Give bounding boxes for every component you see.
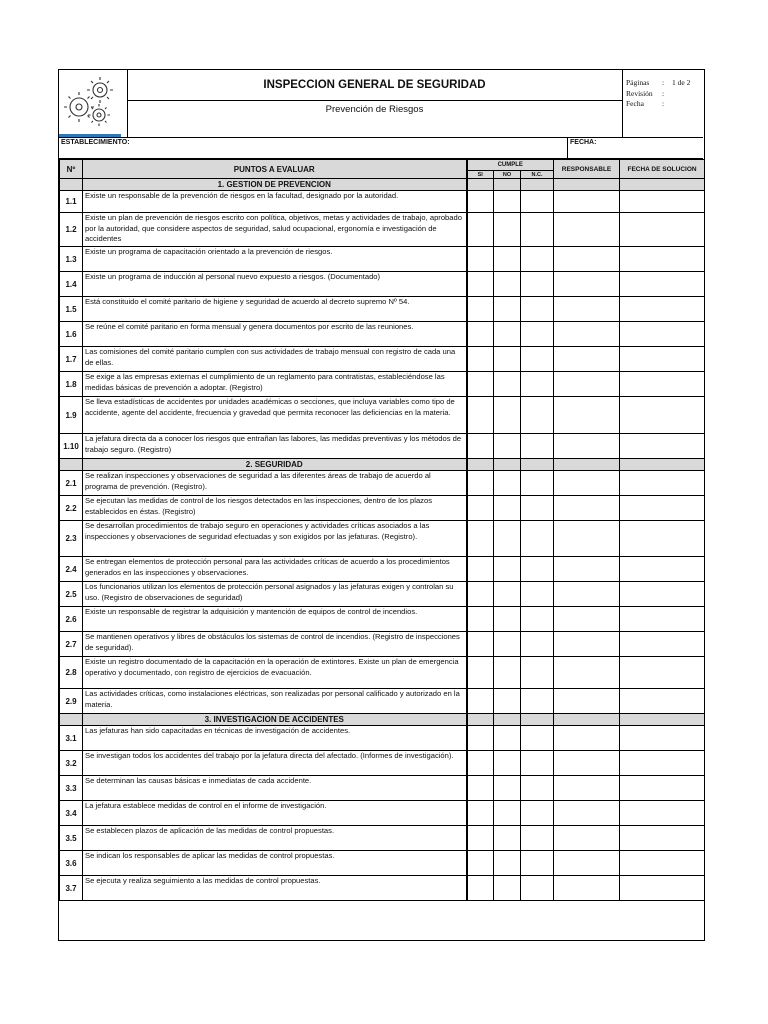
item-text: Se lleva estadísticas de accidentes por unidades académicas o secciones, que incluya variables como tipo de accidente, agente del accidente, frecuencia y gravedad que permita reconocer las deficiencias en la materia. bbox=[83, 397, 467, 434]
item-number: 2.3 bbox=[60, 521, 83, 557]
table-row bbox=[60, 726, 705, 751]
no-cell[interactable] bbox=[494, 191, 521, 213]
table-row bbox=[60, 851, 705, 876]
section-spacer bbox=[60, 714, 83, 726]
logo bbox=[59, 70, 128, 137]
no-cell[interactable] bbox=[494, 557, 521, 582]
fecha-solucion-cell[interactable] bbox=[620, 322, 705, 347]
responsable-cell[interactable] bbox=[554, 322, 620, 347]
meta-value: 1 de 2 bbox=[672, 78, 691, 87]
fecha-solucion-cell[interactable] bbox=[620, 607, 705, 632]
responsable-cell[interactable] bbox=[554, 213, 620, 247]
table-row bbox=[60, 876, 705, 901]
col-fecha-solucion: FECHA DE SOLUCION bbox=[620, 160, 705, 179]
section-title: 1. GESTION DE PREVENCION bbox=[83, 179, 467, 191]
col-puntos: PUNTOS A EVALUAR bbox=[83, 160, 467, 179]
inspection-form bbox=[58, 69, 705, 941]
form-header bbox=[59, 70, 703, 138]
nc-cell[interactable] bbox=[521, 826, 554, 851]
si-cell[interactable] bbox=[467, 876, 494, 901]
fecha-solucion-cell[interactable] bbox=[620, 776, 705, 801]
si-cell[interactable] bbox=[467, 726, 494, 751]
item-number: 2.6 bbox=[60, 607, 83, 632]
item-number: 2.2 bbox=[60, 496, 83, 521]
responsable-cell[interactable] bbox=[554, 372, 620, 397]
responsable-cell[interactable] bbox=[554, 776, 620, 801]
fecha-solucion-cell[interactable] bbox=[620, 397, 705, 434]
si-cell[interactable] bbox=[467, 397, 494, 434]
responsable-cell[interactable] bbox=[554, 689, 620, 714]
no-cell[interactable] bbox=[494, 213, 521, 247]
responsable-cell[interactable] bbox=[554, 876, 620, 901]
responsable-cell[interactable] bbox=[554, 751, 620, 776]
no-cell[interactable] bbox=[494, 434, 521, 459]
section-title: 2. SEGURIDAD bbox=[83, 459, 467, 471]
responsable-cell[interactable] bbox=[554, 851, 620, 876]
si-cell[interactable] bbox=[467, 751, 494, 776]
nc-cell[interactable] bbox=[521, 191, 554, 213]
item-text: Se exige a las empresas externas el cumplimiento de un reglamento para contratistas, estableciéndose las medidas básicas de prevención a adoptar. (Registro) bbox=[83, 372, 467, 397]
si-cell[interactable] bbox=[467, 471, 494, 496]
table-row bbox=[60, 322, 705, 347]
item-text: La jefatura directa da a conocer los riesgos que entrañan las labores, las medidas preventivas y los métodos de trabajo seguro. (Registro) bbox=[83, 434, 467, 459]
si-cell[interactable] bbox=[467, 657, 494, 689]
no-cell[interactable] bbox=[494, 657, 521, 689]
no-cell[interactable] bbox=[494, 322, 521, 347]
item-text: Se establecen plazos de aplicación de las medidas de control propuestas. bbox=[83, 826, 467, 851]
meta-sep: : bbox=[662, 99, 665, 108]
si-cell[interactable] bbox=[467, 213, 494, 247]
item-number: 1.4 bbox=[60, 272, 83, 297]
table-row bbox=[60, 557, 705, 582]
establishment-label: ESTABLECIMIENTO: bbox=[61, 139, 130, 146]
si-cell[interactable] bbox=[467, 496, 494, 521]
nc-cell[interactable] bbox=[521, 751, 554, 776]
responsable-cell[interactable] bbox=[554, 471, 620, 496]
item-number: 3.2 bbox=[60, 751, 83, 776]
no-cell[interactable] bbox=[494, 851, 521, 876]
item-text: Se ejecutan las medidas de control de los riesgos detectados en las inspecciones, dentro de los plazos establecidos en éstas. (Registro) bbox=[83, 496, 467, 521]
nc-cell[interactable] bbox=[521, 876, 554, 901]
responsable-cell[interactable] bbox=[554, 607, 620, 632]
table-row bbox=[60, 582, 705, 607]
responsable-cell[interactable] bbox=[554, 347, 620, 372]
nc-cell[interactable] bbox=[521, 372, 554, 397]
responsable-cell[interactable] bbox=[554, 191, 620, 213]
nc-cell[interactable] bbox=[521, 557, 554, 582]
no-cell[interactable] bbox=[494, 689, 521, 714]
item-number: 3.5 bbox=[60, 826, 83, 851]
nc-cell[interactable] bbox=[521, 657, 554, 689]
item-text: Se reúne el comité paritario en forma mensual y genera documentos por escrito de las reuniones. bbox=[83, 322, 467, 347]
table-row bbox=[60, 471, 705, 496]
table-row bbox=[60, 496, 705, 521]
responsable-cell[interactable] bbox=[554, 826, 620, 851]
nc-cell[interactable] bbox=[521, 776, 554, 801]
section-blank-cell bbox=[620, 714, 705, 726]
item-text: Existe un registro documentado de la capacitación en la operación de extintores. Existe un plan de emergencia operativo y documentado, con registro de ejercicios de evacuación. bbox=[83, 657, 467, 689]
section-blank-cell bbox=[467, 714, 494, 726]
si-cell[interactable] bbox=[467, 776, 494, 801]
no-cell[interactable] bbox=[494, 247, 521, 272]
no-cell[interactable] bbox=[494, 297, 521, 322]
item-number: 3.1 bbox=[60, 726, 83, 751]
no-cell[interactable] bbox=[494, 347, 521, 372]
item-number: 2.4 bbox=[60, 557, 83, 582]
item-text: Existe un responsable de registrar la adquisición y mantención de equipos de control de incendios. bbox=[83, 607, 467, 632]
item-number: 3.3 bbox=[60, 776, 83, 801]
section-blank-cell bbox=[467, 459, 494, 471]
meta-row bbox=[626, 78, 703, 89]
item-number: 2.5 bbox=[60, 582, 83, 607]
no-cell[interactable] bbox=[494, 751, 521, 776]
gears-icon bbox=[59, 70, 125, 132]
meta-sep: : bbox=[662, 88, 665, 98]
si-cell[interactable] bbox=[467, 247, 494, 272]
fecha-solucion-cell[interactable] bbox=[620, 372, 705, 397]
meta-label: Fecha bbox=[626, 99, 644, 108]
table-row bbox=[60, 607, 705, 632]
si-cell[interactable] bbox=[467, 434, 494, 459]
no-cell[interactable] bbox=[494, 582, 521, 607]
section-header bbox=[60, 459, 705, 471]
no-cell[interactable] bbox=[494, 801, 521, 826]
item-text: Se ejecuta y realiza seguimiento a las medidas de control propuestas. bbox=[83, 876, 467, 901]
section-blank-cell bbox=[554, 179, 620, 191]
table-row bbox=[60, 826, 705, 851]
checklist-table bbox=[59, 159, 705, 901]
nc-cell[interactable] bbox=[521, 801, 554, 826]
item-number: 2.8 bbox=[60, 657, 83, 689]
table-row bbox=[60, 689, 705, 714]
fecha-solucion-cell[interactable] bbox=[620, 632, 705, 657]
section-spacer bbox=[60, 179, 83, 191]
responsable-cell[interactable] bbox=[554, 521, 620, 557]
item-number: 1.2 bbox=[60, 213, 83, 247]
col-nc: N.C. bbox=[521, 171, 554, 179]
fecha-solucion-cell[interactable] bbox=[620, 826, 705, 851]
nc-cell[interactable] bbox=[521, 213, 554, 247]
table-row bbox=[60, 632, 705, 657]
si-cell[interactable] bbox=[467, 801, 494, 826]
responsable-cell[interactable] bbox=[554, 657, 620, 689]
fecha-solucion-cell[interactable] bbox=[620, 347, 705, 372]
table-row bbox=[60, 657, 705, 689]
nc-cell[interactable] bbox=[521, 434, 554, 459]
item-text: Existe un programa de inducción al personal nuevo expuesto a riesgos. (Documentado) bbox=[83, 272, 467, 297]
nc-cell[interactable] bbox=[521, 397, 554, 434]
form-subtitle: Prevención de Riesgos bbox=[325, 104, 424, 115]
table-row bbox=[60, 247, 705, 272]
fecha-solucion-cell[interactable] bbox=[620, 851, 705, 876]
fecha-solucion-cell[interactable] bbox=[620, 496, 705, 521]
section-blank-cell bbox=[554, 459, 620, 471]
section-title: 3. INVESTIGACION DE ACCIDENTES bbox=[83, 714, 467, 726]
item-number: 2.9 bbox=[60, 689, 83, 714]
responsable-cell[interactable] bbox=[554, 397, 620, 434]
section-blank-cell bbox=[521, 179, 554, 191]
no-cell[interactable] bbox=[494, 272, 521, 297]
section-header bbox=[60, 179, 705, 191]
table-row bbox=[60, 751, 705, 776]
item-number: 2.1 bbox=[60, 471, 83, 496]
si-cell[interactable] bbox=[467, 521, 494, 557]
fecha-solucion-cell[interactable] bbox=[620, 434, 705, 459]
no-cell[interactable] bbox=[494, 776, 521, 801]
section-blank-cell bbox=[494, 179, 521, 191]
item-text: Se determinan las causas básicas e inmediatas de cada accidente. bbox=[83, 776, 467, 801]
table-row bbox=[60, 801, 705, 826]
nc-cell[interactable] bbox=[521, 322, 554, 347]
responsable-cell[interactable] bbox=[554, 632, 620, 657]
nc-cell[interactable] bbox=[521, 297, 554, 322]
responsable-cell[interactable] bbox=[554, 247, 620, 272]
meta-label: Revisión bbox=[626, 88, 653, 98]
date-label: FECHA: bbox=[570, 139, 597, 146]
si-cell[interactable] bbox=[467, 272, 494, 297]
item-text: Está constituido el comité paritario de higiene y seguridad de acuerdo al decreto supremo Nº 54. bbox=[83, 297, 467, 322]
item-text: Existe un plan de prevención de riesgos escrito con política, objetivos, metas y actividades de trabajo, aprobado por la autoridad, que considere aspectos de seguridad, salud ocupacional, ergonomía e investigación de accidentes bbox=[83, 213, 467, 247]
col-num: Nº bbox=[60, 160, 83, 179]
no-cell[interactable] bbox=[494, 521, 521, 557]
item-text: Se desarrollan procedimientos de trabajo seguro en operaciones y actividades críticas asociados a las inspecciones y observaciones de seguridad efectuadas y son exigidos por las jefaturas. (Registro). bbox=[83, 521, 467, 557]
nc-cell[interactable] bbox=[521, 272, 554, 297]
nc-cell[interactable] bbox=[521, 347, 554, 372]
nc-cell[interactable] bbox=[521, 726, 554, 751]
item-text: Las actividades críticas, como instalaciones eléctricas, son realizadas por personal calificado y autorizado en la materia. bbox=[83, 689, 467, 714]
item-number: 1.9 bbox=[60, 397, 83, 434]
fecha-solucion-cell[interactable] bbox=[620, 297, 705, 322]
si-cell[interactable] bbox=[467, 322, 494, 347]
si-cell[interactable] bbox=[467, 632, 494, 657]
item-number: 1.8 bbox=[60, 372, 83, 397]
table-row bbox=[60, 297, 705, 322]
item-number: 3.4 bbox=[60, 801, 83, 826]
item-text: Las jefaturas han sido capacitadas en técnicas de investigación de accidentes. bbox=[83, 726, 467, 751]
no-cell[interactable] bbox=[494, 471, 521, 496]
section-blank-cell bbox=[620, 459, 705, 471]
section-blank-cell bbox=[521, 714, 554, 726]
nc-cell[interactable] bbox=[521, 496, 554, 521]
fecha-solucion-cell[interactable] bbox=[620, 726, 705, 751]
item-text: Se investigan todos los accidentes del trabajo por la jefatura directa del afectado. (Informes de investigación). bbox=[83, 751, 467, 776]
meta-sep: : bbox=[662, 78, 665, 87]
item-text: La jefatura establece medidas de control en el informe de investigación. bbox=[83, 801, 467, 826]
col-responsable: RESPONSABLE bbox=[554, 160, 620, 179]
responsable-cell[interactable] bbox=[554, 557, 620, 582]
meta-row bbox=[626, 89, 703, 100]
responsable-cell[interactable] bbox=[554, 726, 620, 751]
responsable-cell[interactable] bbox=[554, 297, 620, 322]
no-cell[interactable] bbox=[494, 397, 521, 434]
no-cell[interactable] bbox=[494, 726, 521, 751]
table-row bbox=[60, 521, 705, 557]
si-cell[interactable] bbox=[467, 607, 494, 632]
fecha-solucion-cell[interactable] bbox=[620, 582, 705, 607]
section-header bbox=[60, 714, 705, 726]
si-cell[interactable] bbox=[467, 191, 494, 213]
item-text: Existe un responsable de la prevención de riesgos en la facultad, designado por la autoridad. bbox=[83, 191, 467, 213]
item-number: 1.6 bbox=[60, 322, 83, 347]
si-cell[interactable] bbox=[467, 347, 494, 372]
section-blank-cell bbox=[554, 714, 620, 726]
no-cell[interactable] bbox=[494, 826, 521, 851]
item-number: 1.5 bbox=[60, 297, 83, 322]
responsable-cell[interactable] bbox=[554, 434, 620, 459]
nc-cell[interactable] bbox=[521, 851, 554, 876]
item-text: Las comisiones del comité paritario cumplen con sus actividades de trabajo mensual con registro de cada una de ellas. bbox=[83, 347, 467, 372]
col-si: SI bbox=[467, 171, 494, 179]
no-cell[interactable] bbox=[494, 607, 521, 632]
section-blank-cell bbox=[620, 179, 705, 191]
table-row bbox=[60, 372, 705, 397]
establishment-row bbox=[59, 137, 703, 159]
item-text: Se mantienen operativos y libres de obstáculos los sistemas de control de incendios. (Registro de inspecciones de seguridad). bbox=[83, 632, 467, 657]
meta-row bbox=[626, 99, 703, 110]
no-cell[interactable] bbox=[494, 372, 521, 397]
section-blank-cell bbox=[467, 179, 494, 191]
fecha-solucion-cell[interactable] bbox=[620, 689, 705, 714]
meta-label: Páginas bbox=[626, 78, 650, 87]
col-no: NO bbox=[494, 171, 521, 179]
fecha-solucion-cell[interactable] bbox=[620, 191, 705, 213]
col-cumple: CUMPLE bbox=[467, 160, 554, 171]
si-cell[interactable] bbox=[467, 826, 494, 851]
item-text: Los funcionarios utilizan los elementos de protección personal asignados y las jefaturas exigen y controlan su uso. (Registro de observaciones de seguridad) bbox=[83, 582, 467, 607]
si-cell[interactable] bbox=[467, 851, 494, 876]
table-row bbox=[60, 213, 705, 247]
si-cell[interactable] bbox=[467, 689, 494, 714]
responsable-cell[interactable] bbox=[554, 272, 620, 297]
no-cell[interactable] bbox=[494, 632, 521, 657]
document-meta bbox=[622, 70, 703, 137]
item-text: Se entregan elementos de protección personal para las actividades críticas de acuerdo a los procedimientos generados en las inspecciones y observaciones. bbox=[83, 557, 467, 582]
item-text: Se indican los responsables de aplicar las medidas de control propuestas. bbox=[83, 851, 467, 876]
si-cell[interactable] bbox=[467, 557, 494, 582]
fecha-solucion-cell[interactable] bbox=[620, 521, 705, 557]
fecha-solucion-cell[interactable] bbox=[620, 876, 705, 901]
item-number: 1.3 bbox=[60, 247, 83, 272]
table-row bbox=[60, 347, 705, 372]
table-row bbox=[60, 434, 705, 459]
nc-cell[interactable] bbox=[521, 689, 554, 714]
fecha-solucion-cell[interactable] bbox=[620, 557, 705, 582]
section-blank-cell bbox=[521, 459, 554, 471]
fecha-solucion-cell[interactable] bbox=[620, 657, 705, 689]
section-spacer bbox=[60, 459, 83, 471]
item-number: 3.6 bbox=[60, 851, 83, 876]
section-blank-cell bbox=[494, 714, 521, 726]
fecha-solucion-cell[interactable] bbox=[620, 213, 705, 247]
fecha-solucion-cell[interactable] bbox=[620, 272, 705, 297]
item-number: 2.7 bbox=[60, 632, 83, 657]
item-text: Existe un programa de capacitación orientado a la prevención de riesgos. bbox=[83, 247, 467, 272]
fecha-solucion-cell[interactable] bbox=[620, 751, 705, 776]
si-cell[interactable] bbox=[467, 582, 494, 607]
table-row bbox=[60, 776, 705, 801]
table-row bbox=[60, 397, 705, 434]
nc-cell[interactable] bbox=[521, 521, 554, 557]
si-cell[interactable] bbox=[467, 372, 494, 397]
fecha-solucion-cell[interactable] bbox=[620, 471, 705, 496]
date-field[interactable] bbox=[567, 137, 703, 158]
fecha-solucion-cell[interactable] bbox=[620, 801, 705, 826]
nc-cell[interactable] bbox=[521, 607, 554, 632]
nc-cell[interactable] bbox=[521, 582, 554, 607]
table-row bbox=[60, 191, 705, 213]
section-blank-cell bbox=[494, 459, 521, 471]
nc-cell[interactable] bbox=[521, 247, 554, 272]
item-number: 3.7 bbox=[60, 876, 83, 901]
item-number: 1.1 bbox=[60, 191, 83, 213]
nc-cell[interactable] bbox=[521, 471, 554, 496]
no-cell[interactable] bbox=[494, 876, 521, 901]
item-text: Se realizan inspecciones y observaciones de seguridad a las diferentes áreas de trabajo de acuerdo al programa de prevención. (Registro). bbox=[83, 471, 467, 496]
item-number: 1.7 bbox=[60, 347, 83, 372]
fecha-solucion-cell[interactable] bbox=[620, 247, 705, 272]
responsable-cell[interactable] bbox=[554, 801, 620, 826]
nc-cell[interactable] bbox=[521, 632, 554, 657]
no-cell[interactable] bbox=[494, 496, 521, 521]
responsable-cell[interactable] bbox=[554, 496, 620, 521]
responsable-cell[interactable] bbox=[554, 582, 620, 607]
si-cell[interactable] bbox=[467, 297, 494, 322]
form-title: INSPECCION GENERAL DE SEGURIDAD bbox=[127, 70, 622, 101]
table-row bbox=[60, 272, 705, 297]
item-number: 1.10 bbox=[60, 434, 83, 459]
